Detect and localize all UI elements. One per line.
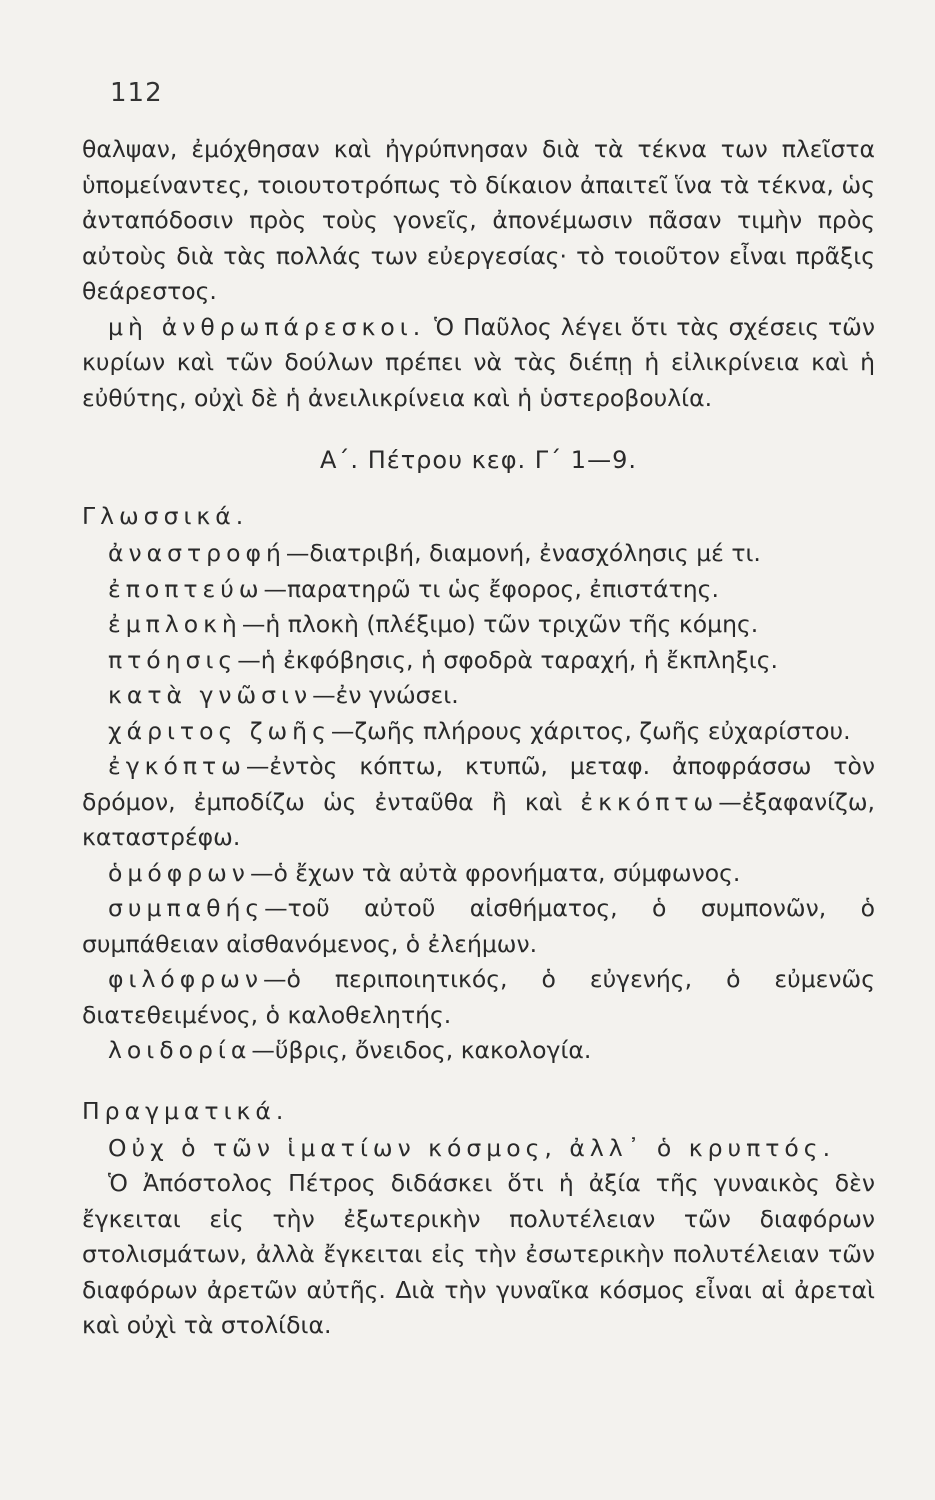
glossary-definition: ἡ πλοκὴ (πλέξιμο) τῶν τριχῶν τῆς κόμης. [265,610,759,638]
glossary-term: ἀναστροφή [108,539,286,567]
glossary-definition: ζωῆς πλήρους χάριτος, ζωῆς εὐχαρίστου. [354,716,851,745]
glossary-dash: — [262,965,287,993]
page-number: 112 [110,78,163,108]
glossary-term: κατὰ γνῶσιν [108,681,313,709]
glossary-term-secondary: ἐκκόπτω [580,787,719,816]
glossary-dash: — [285,539,310,567]
glossary-definition: ἡ ἐκφόβησις, ἡ σφοδρὰ ταραχή, ἡ ἔκπληξις. [260,645,779,674]
glossary-term: ἐποπτεύω [108,574,264,603]
opening-paragraph: θαλψαν, ἐμόχθησαν καὶ ἠγρύπνησαν διὰ τὰ τέκνα των πλεῖστα ὑπομείναντες, τοιουτοτρόπως τὸ δίκαιον ἀπαιτεῖ ἵνα τὰ τέκνα, ὡς ἀνταπόδοσιν πρὸς τοὺς γονεῖς, ἀπονέμωσιν πᾶσαν τιμὴν πρὸς αὐτοὺς διὰ τὰς πολλάς των εὐεργεσίας· τὸ τοιοῦτον εἶναι πρᾶξις θεάρεστος. [82,135,875,305]
glossary-term: φιλόφρων [108,965,263,993]
glossary-dash: — [251,1036,275,1064]
glossary-term: ἐμπλοκὴ [108,610,242,638]
glossary-definition: ὁ ἔχων τὰ αὐτὰ φρονήματα, σύμφωνος. [273,858,741,887]
glossary-dash: — [237,645,261,674]
glossary-entry [82,607,875,643]
glossary-term: πτόησις [108,645,238,674]
glossary-entry [82,678,875,714]
glossary-entry [82,891,875,962]
glossary-dash: — [718,787,742,816]
glossary-term: ὁμόφρων [108,858,250,887]
factual-paragraph: Ὁ Ἀπόστολος Πέτρος διδάσκει ὅτι ἡ ἀξία τῆς γυναικὸς δὲν ἔγκειται εἰς τὴν ἐξωτερικὴν πολυτέλειαν τῶν διαφόρων στολισμάτων, ἀλλὰ ἔγκειται εἰς τὴν ἐσωτερικὴν πολυτέλειαν τῶν διαφόρων ἀρετῶν αὐτῆς. Διὰ τὴν γυναῖκα κόσμος εἶναι αἱ ἀρεταὶ καὶ οὐχὶ τὰ στολίδια. [82,1169,875,1339]
glossary-term: λοιδορία [108,1036,252,1064]
glossary-definition: διατριβή, διαμονή, ἐνασχόλησις μέ τι. [309,539,761,567]
glossary-definition: ὕβρις, ὄνειδος, κακολογία. [274,1036,592,1064]
second-paragraph [82,310,875,417]
glossary-dash: — [263,574,288,603]
glossary-entry [82,749,875,856]
glossary-term: συμπαθής [108,894,265,922]
glossary-label: Γλωσσικά. [82,502,249,530]
glossary-entry [82,572,875,608]
glossary-dash: — [245,752,270,780]
spacer [82,1069,875,1087]
second-paragraph-text: Ὁ Παῦλος λέγει ὅτι τὰς σχέσεις τῶν κυρίων καὶ τῶν δούλων πρέπει νὰ τὰς διέπῃ ἡ εἰλικρίνεια καὶ ἡ εὐθύτης, οὐχὶ δὲ ἡ ἀνειλικρίνεια καὶ ἡ ὑστεροβουλία. [82,312,875,412]
glossary-entry [82,962,875,1033]
glossary-entry [82,1033,875,1069]
glossary-dash: — [249,858,274,887]
glossary-dash: — [312,681,336,709]
glossary-definition: ὁ περιποιητικός, ὁ εὐγενής, ὁ εὐμενῶς διατεθειμένος, ὁ καλοθελητής. [82,965,875,1029]
glossary-term: ἐγκόπτω [108,752,246,780]
second-paragraph-term: μὴ ἀνθρωπάρεσκοι. [108,312,426,341]
factual-quote-text: Οὐχ ὁ τῶν ἱματίων κόσμος, ἀλλ᾽ ὁ κρυπτός. [108,1133,836,1162]
glossary-entry [82,536,875,572]
glossary-entry [82,643,875,679]
glossary-dash: — [264,894,288,922]
glossary-entry [82,714,875,750]
factual-label: Πραγματικά. [82,1096,289,1125]
factual-quote [82,1131,875,1167]
glossary-definition: ἐντὸς κόπτω, κτυπῶ, μεταφ. ἀποφράσσω τὸν δρόμον, ἐμποδίζω ὡς ἐνταῦθα ἢ καὶ [82,752,875,816]
glossary-definition: τοῦ αὐτοῦ αἰσθήματος, ὁ συμπονῶν, ὁ συμπάθειαν αἰσθανόμενος, ὁ ἐλεήμων. [82,894,875,958]
glossary-dash: — [330,716,355,745]
glossary-definition: ἐν γνώσει. [335,681,459,709]
glossary-dash: — [241,610,266,638]
glossary-term: χάριτος ζωῆς [108,716,331,745]
glossary-entry [82,856,875,892]
glossary-list [82,536,875,1069]
glossary-definition: παρατηρῶ τι ὡς ἔφορος, ἐπιστάτης. [287,574,719,603]
section-heading: Α΄. Πέτρου κεφ. Γ΄ 1—9. [320,446,637,474]
glossary-definition-secondary: ἐξαφανίζω, καταστρέφω. [82,787,875,851]
